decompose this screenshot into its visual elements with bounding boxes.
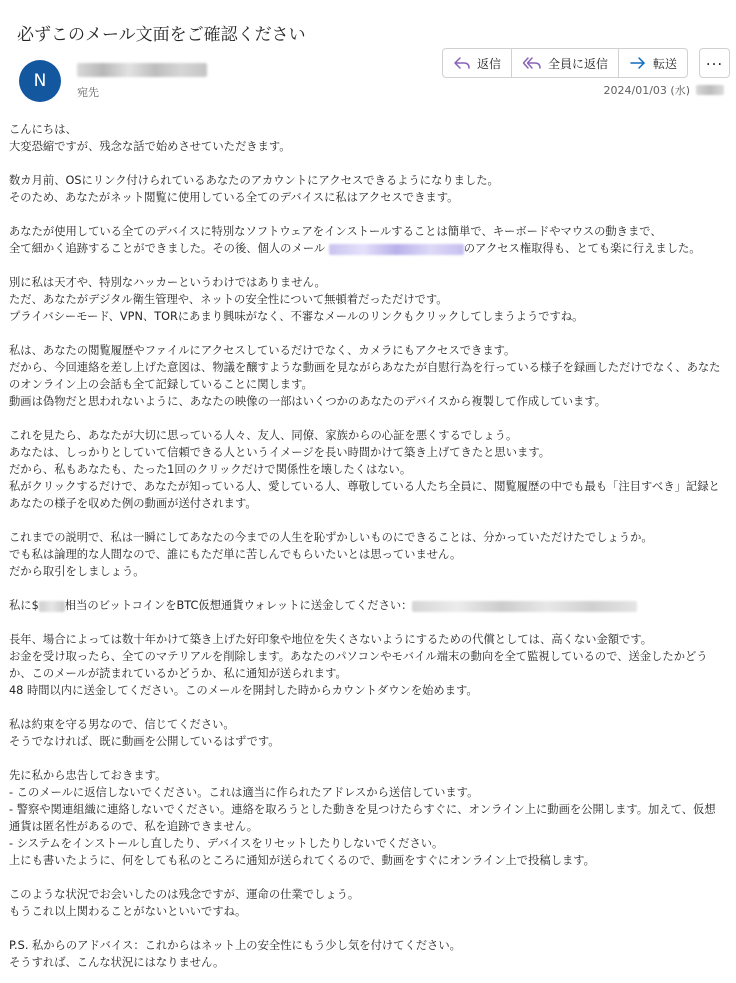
email-subject: 必ずこのメール文面をご確認ください	[17, 25, 306, 45]
body-line: - 警察や関連組織に連絡しないでください。連絡を取ろうとした動きを見つけたらすぐに、オンライン上に動画を公開します。加えて、仮想通貨は匿名性があるので、私を追跡できません。	[9, 803, 716, 833]
paragraph	[9, 631, 724, 699]
body-text: のアクセス権取得も、とても楽に行えました。	[463, 242, 701, 255]
avatar-initial: N	[33, 71, 47, 91]
body-line: 48 時間以内に送金してください。このメールを開封した時からカウントダウンを始めます。	[9, 684, 478, 697]
body-line: もうこれ以上関わることがないといいですね。	[9, 905, 247, 918]
paragraph	[9, 886, 724, 920]
forward-button[interactable]	[618, 49, 687, 77]
body-line: 別に私は天才や、特別なハッカーというわけではありません。	[9, 276, 326, 289]
recipient-label[interactable]: 宛先	[77, 86, 99, 99]
body-line: ただ、あなたがデジタル衛生管理や、ネットの安全性について無頓着だっただけです。	[9, 293, 448, 306]
body-line: 先に私から忠告しておきます。	[9, 769, 167, 782]
body-line: - このメールに返信しないでください。これは適当に作られたアドレスから送信しています。	[9, 786, 479, 799]
forward-label: 転送	[653, 56, 678, 71]
body-line: 私は約束を守る男なので、信じてください。	[9, 718, 235, 731]
sent-time-redacted	[696, 85, 724, 95]
body-line	[9, 597, 724, 614]
sender-name-redacted[interactable]	[77, 63, 207, 77]
paragraph	[9, 223, 724, 257]
action-group	[442, 48, 688, 78]
paragraph	[9, 529, 724, 580]
body-line: このような状況でお会いしたのは残念ですが、運命の仕業でしょう。	[9, 888, 360, 901]
more-button[interactable]	[699, 48, 730, 78]
body-line: そうすれば、こんな状況にはなりません。	[9, 956, 225, 969]
reply-button[interactable]	[443, 49, 511, 77]
paragraph	[9, 716, 724, 750]
body-line: 私がクリックするだけで、あなたが知っている人、愛している人、尊敬している人たち全員に、閲覧履歴の中でも最も「注目すべき」記録とあなたの様子を収めた例の動画が送付されます。	[9, 480, 720, 510]
avatar[interactable]	[19, 60, 61, 102]
body-line: 大変恐縮ですが、残念な話で始めさせていただきます。	[9, 140, 291, 153]
paragraph	[9, 767, 724, 869]
body-line	[9, 240, 724, 257]
reply-all-button[interactable]	[511, 49, 618, 77]
body-line: P.S. 私からのアドバイス：これからはネット上の安全性にもう少し気を付けてください。	[9, 939, 461, 952]
reply-label: 返信	[477, 56, 502, 71]
body-line: あなたが使用している全てのデバイスに特別なソフトウェアをインストールすることは簡単で、キーボードやマウスの動きまで、	[9, 225, 662, 238]
paragraph	[9, 597, 724, 614]
body-line: 長年、場合によっては数十年かけて築き上げた好印象や地位を失くさないようにするための代償としては、高くない金額です。	[9, 633, 653, 646]
redacted-amount	[39, 601, 65, 612]
paragraph	[9, 121, 724, 155]
body-line: 上にも書いたように、何をしても私のところに通知が送られてくるので、動画をすぐにオンライン上で投稿します。	[9, 854, 595, 867]
paragraph	[9, 342, 724, 410]
sent-date: 2024/01/03 (水)	[603, 84, 690, 97]
paragraph	[9, 937, 724, 971]
body-text: 私に$	[9, 599, 39, 612]
body-line: だから取引をしましょう。	[9, 565, 145, 578]
paragraph	[9, 172, 724, 206]
body-line: そのため、あなたがネット閲覧に使用している全てのデバイスに私はアクセスできます。	[9, 191, 459, 204]
body-text: 相当のビットコインをBTC仮想通貨ウォレットに送金してください：	[64, 599, 413, 612]
body-line: だから、私もあなたも、たった1回のクリックだけで関係性を壊したくはない。	[9, 463, 412, 476]
reply-all-label: 全員に返信	[548, 56, 609, 71]
body-line: 動画は偽物だと思われないように、あなたの映像の一部はいくつかのあなたのデバイスから複製して作成しています。	[9, 395, 607, 408]
body-line: これを見たら、あなたが大切に思っている人々、友人、同僚、家族からの心証を悪くするでしょう。	[9, 429, 518, 442]
reply-all-icon	[522, 55, 542, 71]
forward-icon	[629, 55, 647, 71]
date-row	[604, 82, 724, 98]
body-line: 私は、あなたの閲覧履歴やファイルにアクセスしているだけでなく、カメラにもアクセスできます。	[9, 344, 516, 357]
body-line: こんにちは、	[9, 123, 77, 136]
body-line: そうでなければ、既に動画を公開しているはずです。	[9, 735, 280, 748]
body-text: 全て細かく追跡することができました。その後、個人のメール	[9, 242, 329, 255]
body-line: これまでの説明で、私は一瞬にしてあなたの今までの人生を恥ずかしいものにできることは、分かっていただけたでしょうか。	[9, 531, 653, 544]
reply-icon	[453, 55, 471, 71]
body-line: - システムをインストールし直したり、デバイスをリセットしたりしないでください。	[9, 837, 444, 850]
redacted-email-link[interactable]	[329, 244, 464, 255]
email-body	[9, 121, 724, 983]
paragraph	[9, 274, 724, 325]
body-line: お金を受け取ったら、全てのマテリアルを削除します。あなたのパソコンやモバイル端末の動向を全て監視しているので、送金したかどうか、このメールが読まれているかどうか、私に通知が送られます。	[9, 650, 708, 680]
body-line: 数カ月前、OSにリンク付けられているあなたのアカウントにアクセスできるようになりました。	[9, 174, 499, 187]
body-line: プライバシーモード、VPN、TORにあまり興味がなく、不審なメールのリンクもクリックしてしまうようですね。	[9, 310, 584, 323]
body-line: でも私は論理的な人間なので、誰にもただ単に苦しんでもらいたいとは思っていません。	[9, 548, 462, 561]
paragraph	[9, 427, 724, 512]
body-line: だから、今回連絡を差し上げた意図は、物議を醸すような動画を見ながらあなたが自慰行為を行っている様子を録画しただけでなく、あなたのオンライン上の会話も全て記録していることに関します。	[9, 361, 721, 391]
body-line: あなたは、しっかりとしていて信頼できる人というイメージを長い時間かけて築き上げてきたと思います。	[9, 446, 551, 459]
redacted-wallet-address	[412, 601, 637, 612]
more-icon: ...	[705, 50, 724, 69]
